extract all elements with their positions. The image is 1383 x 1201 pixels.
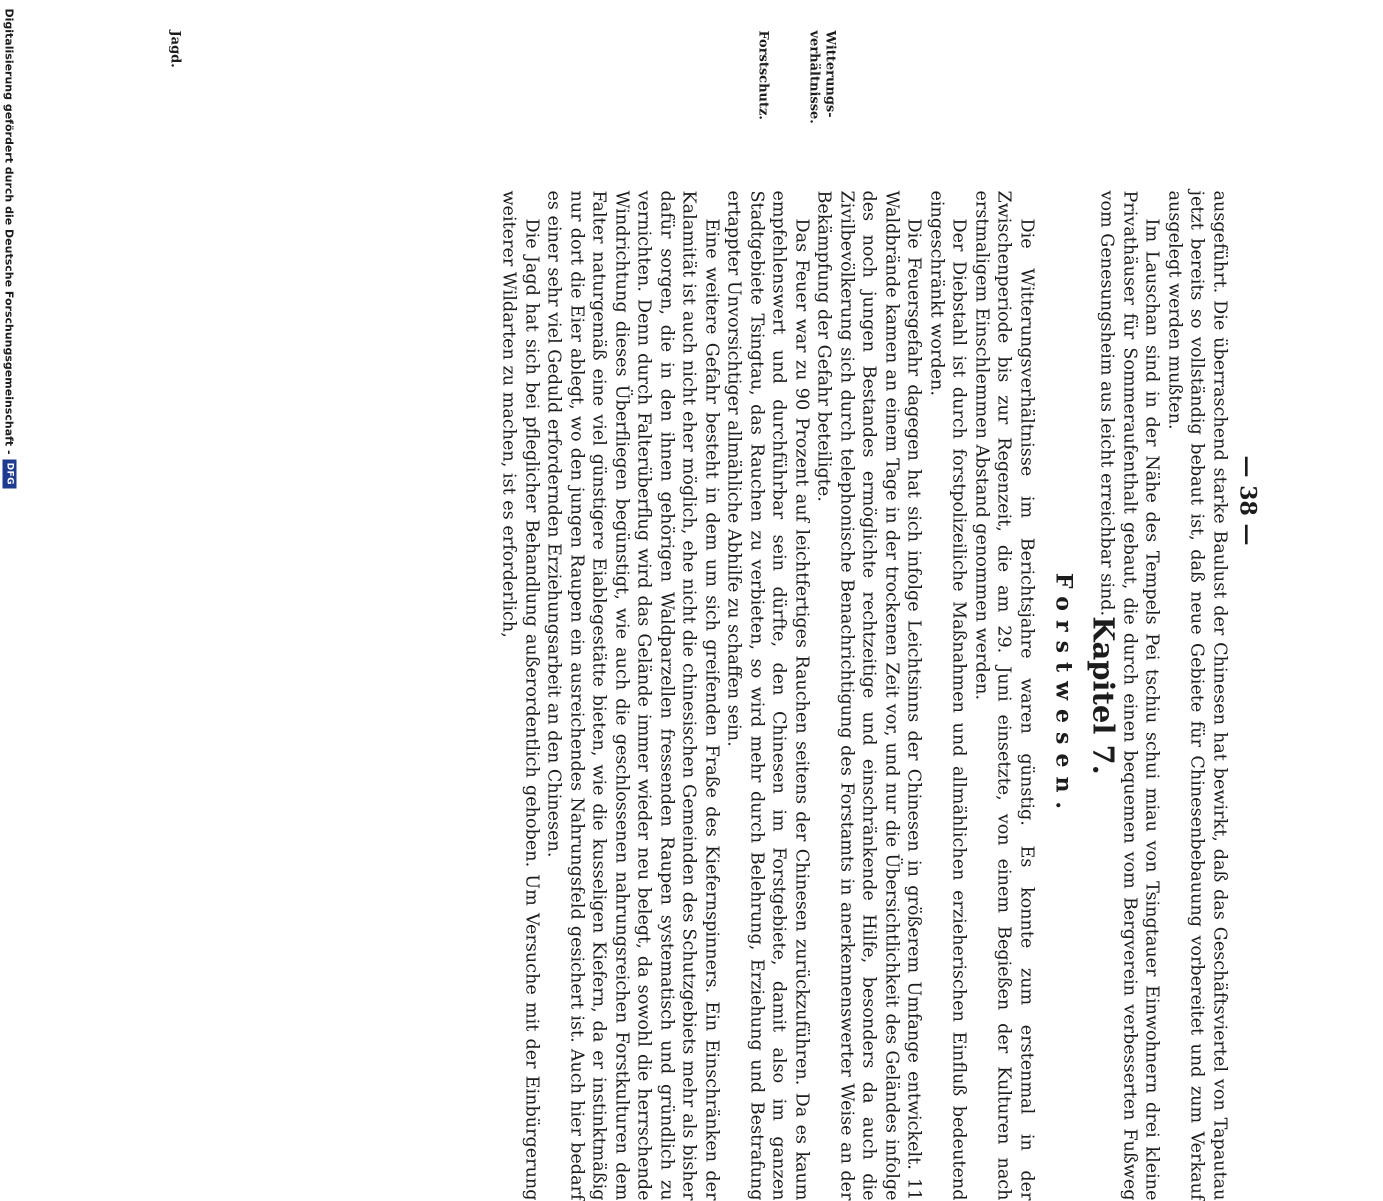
paragraph: Eine weitere Gefahr besteht in dem um sich greifenden Fraße des Kiefernspinners. Ein Einschränken der Kalamität ist auch nicht eher möglich, ehe nicht die chinesischen Gemeinden des Schutzgebiets mehr als bisher dafür sorgen, die in den ihnen gehörigen Waldparzellen fressenden Raupen systematisch und gründlich zu vernichten. Denn durch Falterüberflug wird das Gelände immer wieder neu belegt, da sowohl die herrschende Windrichtung dieses Überfliegen begünstigt, wie auch die geschlossenen nahrungsreichen Forstkulturen dem Falter naturgemäß eine viel günstigere Eiablegestätte bieten, wie die kusseligen Kiefern, da er instinktmäßig nur dort die Eier ablegt, wo den jungen Raupen ein ausreichendes Nahrungsfeld gesichert ist. Auch hier bedarf es einer sehr viel Geduld erfordernden Erziehungsarbeit an den Chinesen. <box>544 190 722 1201</box>
chapter-title: Kapitel 7. <box>1086 616 1121 775</box>
digitization-credit <box>0 1 20 1001</box>
margin-note-hunt: Jagd. <box>167 30 183 68</box>
paragraph: Die Witterungsverhältnisse im Berichtsjahre waren günstig. Es konnte zum erstenmal in der Zwischenperiode bis zur Regenzeit, die am 29. Juni einsetzte, von einem Begießen der Kulturen nach erstmaligem Einschlemmen Abstand genommen werden. <box>971 190 1037 1201</box>
chapter-heading <box>1051 191 1121 1201</box>
dfg-logo: DFG <box>3 460 17 489</box>
paragraph: Das Feuer war zu 90 Prozent auf leichtfertiges Rauchen seitens der Chinesen zurückzuführen. Da es kaum empfehlenswert und durchführbar sein dürfte, den Chinesen im Forstgebiete, damit also im ganzen Stadtgebiete Tsingtau, das Rauchen zu verbieten, so wird mehr durch Belehrung, Erziehung und Bestrafung ertappter Unvorsichtiger allmähliche Abhilfe zu schaffen sein. <box>724 190 812 1201</box>
paragraph: Die Jagd hat sich bei pfleglicher Behandlung außerordentlich gehoben. Um Versuche mit der Einbürgerung weiterer Wildarten zu machen, ist es erforderlich, <box>499 190 542 1201</box>
paragraph: Im Lauschan sind in der Nähe des Tempels Pei tschiu schui miau von Tsingtauer Einwohnern drei kleine Privathäuser für Sommeraufenthalt gebaut, die durch einen bequemen vom Bergverein verbesserten Fußweg vom Genesungsheim aus leicht erreichbar sind. <box>1097 190 1162 1201</box>
document-page <box>0 1 1383 1201</box>
credit-text: Digitalisierung gefördert durch die Deutsche Forschungsgemeinschaft - <box>3 8 16 455</box>
paragraph: Die Feuersgefahr dagegen hat sich infolge Leichtsinns der Chinesen in größerem Umfange entwickelt. 11 Waldbrände kamen an einem Tage in der trockenen Zeit vor, und nur die Übersichtlichkeit des Geländes infolge des noch jungen Bestandes ermöglichte rechtzeitige und einschränkende Hilfe, besonders da auch die Zivilbevölkerung sich durch telephonische Benachrichtigung des Forstamts in anerkennenswerter Weise an der Bekämpfung der Gefahr beteiligte. <box>814 190 924 1201</box>
text-block-main <box>498 191 1038 1201</box>
paragraph: Der Diebstahl ist durch forstpolizeiliche Maßnahmen und allmählichen erzieherischen Einfluß bedeutend eingeschränkt worden. <box>926 190 969 1201</box>
chapter-subtitle: Forstwesen. <box>1050 572 1077 819</box>
margin-note-forest-protection: Forstschutz. <box>755 30 771 120</box>
page-number: — 38 — <box>1234 455 1261 546</box>
paragraph: ausgeführt. Die überraschend starke Baulust der Chinesen hat bewirkt, daß das Geschäftsviertel von Tapautau jetzt bereits so vollständig bebaut ist, daß neue Gebiete für Chinesenbebauung vorbereitet und zum Verkauf ausgelegt werden mußten. <box>1164 190 1230 1201</box>
margin-note-weather: Witterungs- verhältnisse. <box>806 30 838 124</box>
